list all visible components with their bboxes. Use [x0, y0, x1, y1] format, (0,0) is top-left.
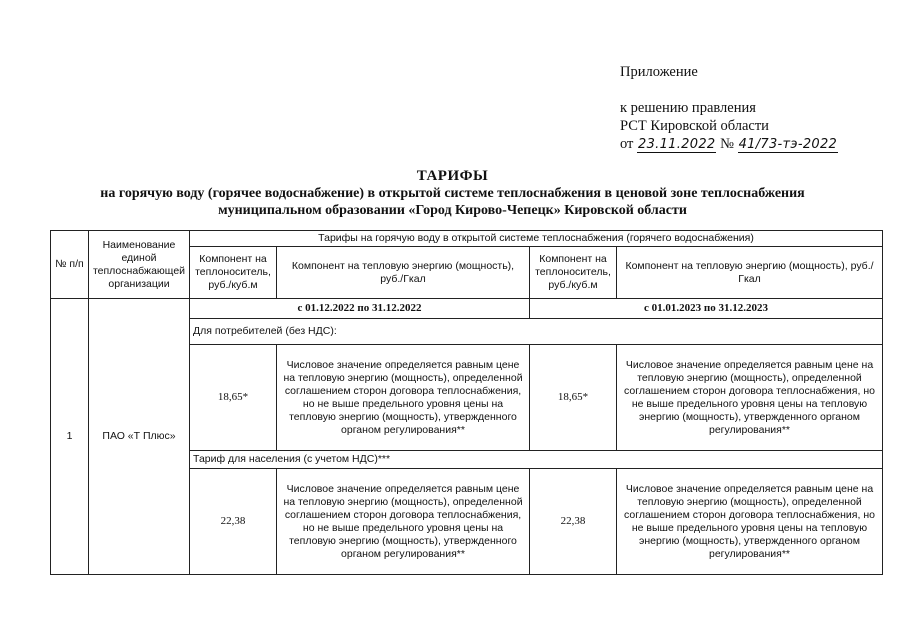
period-1: с 01.12.2022 по 31.12.2022: [190, 299, 530, 319]
appendix-title: Приложение: [620, 64, 698, 80]
header-energy-1: Компонент на тепловую энергию (мощность), руб./Гкал: [277, 247, 530, 299]
header-carrier-1: Компонент на теплоноситель, руб./куб.м: [190, 247, 277, 299]
appendix-decision: к решению правления: [620, 100, 756, 116]
population-carrier-p1: 22,38: [190, 469, 277, 575]
row-num: 1: [51, 299, 89, 575]
consumers-energy-p1: Числовое значение определяется равным цене на тепловую энергию (мощность), определенной соглашением сторон договора теплоснабжения, но не выше предельного уровня цены на тепловую энергию (мощность), утвержденного органом регулирования**: [277, 345, 530, 451]
group-label-consumers: Для потребителей (без НДС):: [190, 319, 883, 345]
header-org: Наименование единой теплоснабжающей организации: [89, 231, 190, 299]
handwritten-date: 23.11.2022: [638, 137, 716, 152]
title-line-2: муниципальном образовании «Город Кирово-Чепецк» Кировской области: [218, 203, 687, 218]
appendix-block: [620, 63, 838, 154]
handwritten-number: 41/73-тэ-2022: [738, 137, 838, 152]
document-title: [30, 168, 875, 219]
header-group: Тарифы на горячую воду в открытой системе теплоснабжения (горячего водоснабжения): [190, 231, 883, 247]
header-carrier-2: Компонент на теплоноситель, руб./куб.м: [530, 247, 617, 299]
population-energy-p2: Числовое значение определяется равным цене на тепловую энергию (мощность), определенной соглашением сторон договора теплоснабжения, но не выше предельного уровня цены на тепловую энергию (мощность), утвержденного органом регулирования**: [617, 469, 883, 575]
appendix-date-number: [620, 135, 838, 154]
appendix-authority: РСТ Кировской области: [620, 118, 769, 134]
header-num: № п/п: [51, 231, 89, 299]
consumers-carrier-p2: 18,65*: [530, 345, 617, 451]
from-label: от: [620, 136, 634, 152]
header-energy-2: Компонент на тепловую энергию (мощность), руб./Гкал: [617, 247, 883, 299]
number-label: №: [720, 136, 734, 152]
group-label-population: Тариф для населения (с учетом НДС)***: [190, 451, 883, 469]
period-2: с 01.01.2023 по 31.12.2023: [530, 299, 883, 319]
population-carrier-p2: 22,38: [530, 469, 617, 575]
population-energy-p1: Числовое значение определяется равным цене на тепловую энергию (мощность), определенной соглашением сторон договора теплоснабжения, но не выше предельного уровня цены на тепловую энергию (мощность), утвержденного органом регулирования**: [277, 469, 530, 575]
tariff-table: [50, 230, 883, 575]
org-name: ПАО «Т Плюс»: [89, 299, 190, 575]
title-line-1: на горячую воду (горячее водоснабжение) в открытой системе теплоснабжения в ценовой зоне теплоснабжения: [100, 186, 805, 201]
title-main: ТАРИФЫ: [416, 168, 489, 184]
consumers-carrier-p1: 18,65*: [190, 345, 277, 451]
consumers-energy-p2: Числовое значение определяется равным цене на тепловую энергию (мощность), определенной соглашением сторон договора теплоснабжения, но не выше предельного уровня цены на тепловую энергию (мощность), утвержденного органом регулирования**: [617, 345, 883, 451]
